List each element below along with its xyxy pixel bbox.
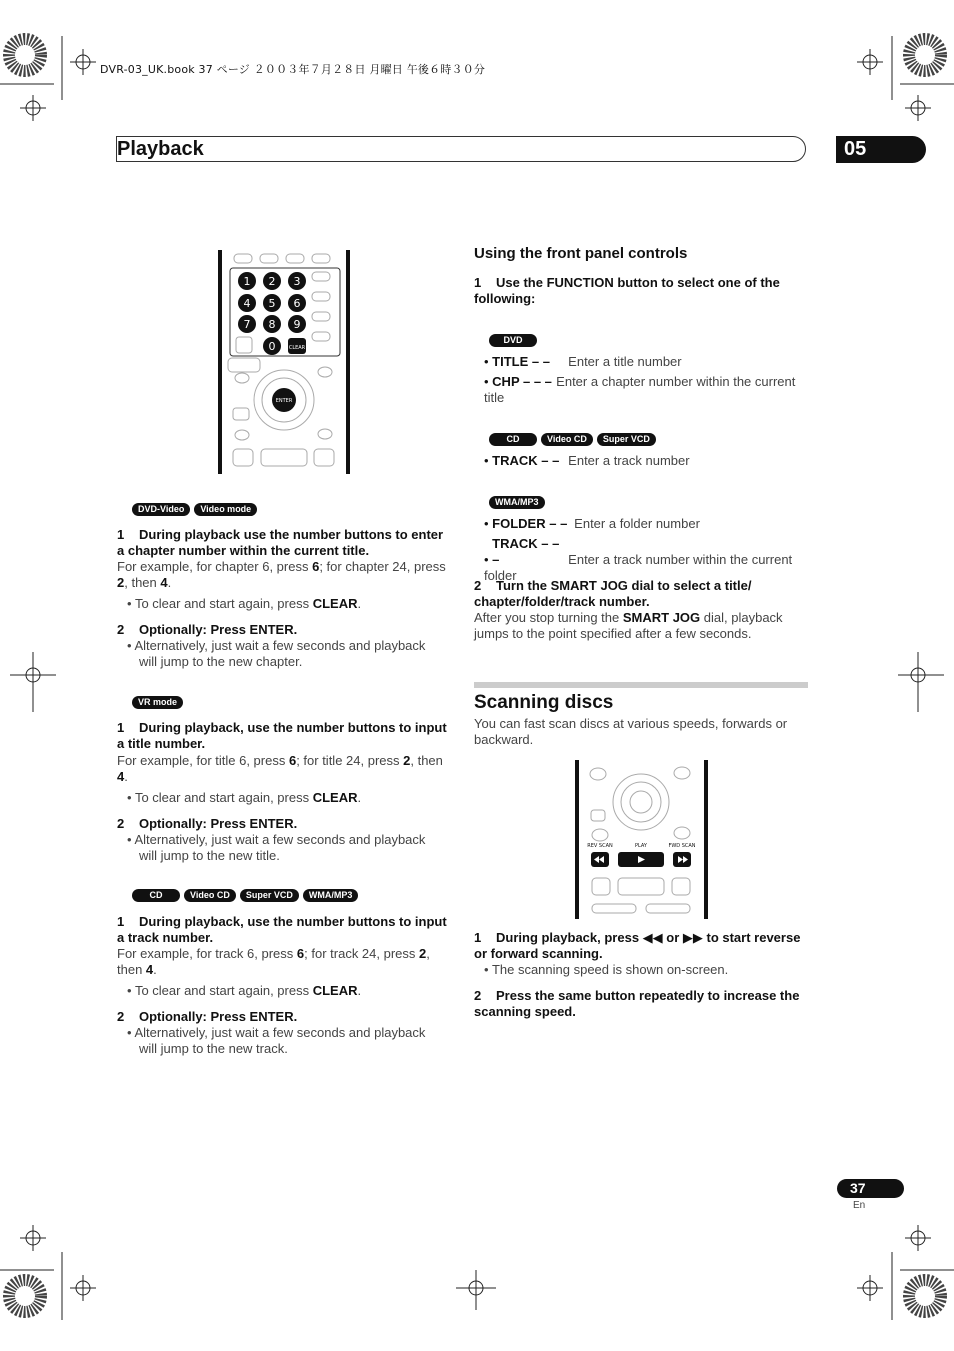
- scanning-intro: You can fast scan discs at various speeds, forwards or backward.: [474, 716, 788, 747]
- starburst-mark-icon: [9, 39, 941, 1312]
- format-badges: [132, 499, 462, 513]
- step-1-text: For example, for track 6, press 6; for track 24, press 2, then 4.: [117, 946, 430, 977]
- option-track-wma-cont: folder: [484, 568, 517, 583]
- key-1-label: 1: [243, 275, 251, 288]
- option-title: • TITLE – – Enter a title number: [484, 354, 682, 369]
- badge-cd: CD: [132, 889, 180, 902]
- step-number: 1: [117, 527, 125, 542]
- scan-bullet: • The scanning speed is shown on-screen.: [474, 962, 814, 979]
- badge-super-vcd: Super VCD: [597, 433, 656, 446]
- section-divider: [474, 682, 808, 688]
- badge-cd: CD: [489, 433, 537, 446]
- clear-bullet: • To clear and start again, press CLEAR.: [117, 790, 447, 807]
- scan-step-1: 1 During playback, press ◀◀ or ▶▶ to start reverse or forward scanning.: [474, 930, 801, 961]
- key-8-label: 8: [268, 318, 276, 331]
- option-chp-cont: title: [484, 390, 505, 405]
- play-button-icon: [618, 852, 664, 867]
- cd-options: [474, 453, 814, 469]
- cd-badges: [489, 429, 660, 447]
- enter-bullet: • Alternatively, just wait a few seconds and playback will jump to the new chapter.: [117, 638, 447, 671]
- registration-mark-icon: [70, 49, 96, 75]
- section-title: Playback: [117, 138, 204, 160]
- key-2-label: 2: [268, 275, 276, 288]
- option-chp: • CHP – – – Enter a chapter number within the current: [484, 374, 796, 389]
- badge-video-mode: Video mode: [194, 503, 257, 516]
- badge-dvd-video: DVD-Video: [132, 503, 190, 516]
- option-folder: • FOLDER – – Enter a folder number: [484, 516, 700, 531]
- play-label: PLAY: [634, 843, 648, 849]
- wma-badges: [489, 492, 549, 510]
- scan-step-2: 2 Press the same button repeatedly to increase the scanning speed.: [474, 987, 800, 1019]
- dvd-options: [474, 354, 814, 406]
- dvd-badges: [489, 330, 541, 348]
- function-step-1: 1 Use the FUNCTION button to select one of the following:: [474, 275, 780, 306]
- fwd-scan-button-icon: [673, 852, 691, 867]
- wma-options: [474, 516, 814, 584]
- key-5-label: 5: [268, 297, 276, 310]
- step-1-title: 1 During playback, use the number buttons to input a track number.: [117, 914, 447, 945]
- section-vr-mode: [132, 692, 462, 706]
- step-title-text: During playback use the number buttons to enter a chapter number within the current title.: [117, 527, 444, 558]
- enter-bullet: • Alternatively, just wait a few seconds and playback will jump to the new track.: [117, 1025, 447, 1058]
- section-dvd-video-steps: [117, 527, 447, 671]
- section-dvd-video: [132, 499, 462, 513]
- step-2-title: 2 Optionally: Press ENTER.: [117, 621, 298, 637]
- key-9-label: 9: [293, 318, 301, 331]
- step-1-text: For example, for chapter 6, press 6; for chapter 24, press 2, then 4.: [117, 559, 446, 590]
- key-6-label: 6: [293, 297, 301, 310]
- scanning-heading: Scanning discs: [474, 692, 614, 713]
- section-title-bar: [116, 136, 806, 162]
- step-1-text: For example, for title 6, press 6; for title 24, press 2, then 4.: [117, 753, 443, 784]
- option-track: • TRACK – – Enter a track number: [484, 453, 690, 468]
- badge-wma-mp3: WMA/MP3: [489, 496, 545, 509]
- front-panel-heading: Using the front panel controls: [474, 245, 688, 262]
- badge-video-cd: Video CD: [184, 889, 236, 902]
- key-3-label: 3: [293, 275, 301, 288]
- badge-wma-mp3: WMA/MP3: [303, 889, 359, 902]
- section-cd-steps: [117, 914, 447, 1058]
- rev-scan-button-icon: [591, 852, 609, 867]
- key-0-label: 0: [268, 340, 276, 353]
- step-1-title: [117, 527, 447, 559]
- section-vr-mode-steps: [117, 720, 447, 865]
- fwd-scan-label: FWD SCAN: [668, 843, 696, 849]
- key-7-label: 7: [243, 318, 251, 331]
- page-language: En: [853, 1200, 866, 1211]
- badge-vr-mode: VR mode: [132, 696, 183, 709]
- step-2-title: 2 Optionally: Press ENTER.: [117, 815, 298, 831]
- badge-video-cd: Video CD: [541, 433, 593, 446]
- enter-key-label: ENTER: [275, 398, 293, 404]
- step-1-title: 1 During playback, use the number buttons to input a title number.: [117, 720, 447, 751]
- enter-bullet: • Alternatively, just wait a few seconds and playback will jump to the new title.: [117, 832, 447, 865]
- remote-scan-illustration: [574, 760, 710, 920]
- section-cd: [132, 885, 462, 899]
- clear-bullet: • To clear and start again, press CLEAR.: [117, 983, 447, 1000]
- print-header: DVR-03_UK.book 37 ページ ２００３年７月２８日 月曜日 午後６時３０分: [100, 63, 486, 76]
- key-4-label: 4: [243, 297, 251, 310]
- badge-dvd: DVD: [489, 334, 537, 347]
- scan-steps: [474, 930, 814, 1020]
- clear-bullet: • To clear and start again, press CLEAR.: [117, 596, 447, 613]
- smart-jog-step: 2 Turn the SMART JOG dial to select a title/ chapter/folder/track number. After you stop turning the SMART JOG dial, playback jumps to the point specified after a few seconds.: [474, 578, 783, 641]
- chapter-number-tab: 05: [836, 136, 926, 163]
- remote-numpad-illustration: [218, 250, 353, 475]
- step-2-title: 2 Optionally: Press ENTER.: [117, 1008, 298, 1024]
- option-track-wma: • TRACK – – – Enter a track number within the current: [484, 536, 793, 567]
- clear-key-label: CLEAR: [288, 345, 306, 351]
- rev-scan-label: REV SCAN: [587, 843, 613, 849]
- badge-super-vcd: Super VCD: [240, 889, 299, 902]
- page-number: 37: [837, 1179, 904, 1198]
